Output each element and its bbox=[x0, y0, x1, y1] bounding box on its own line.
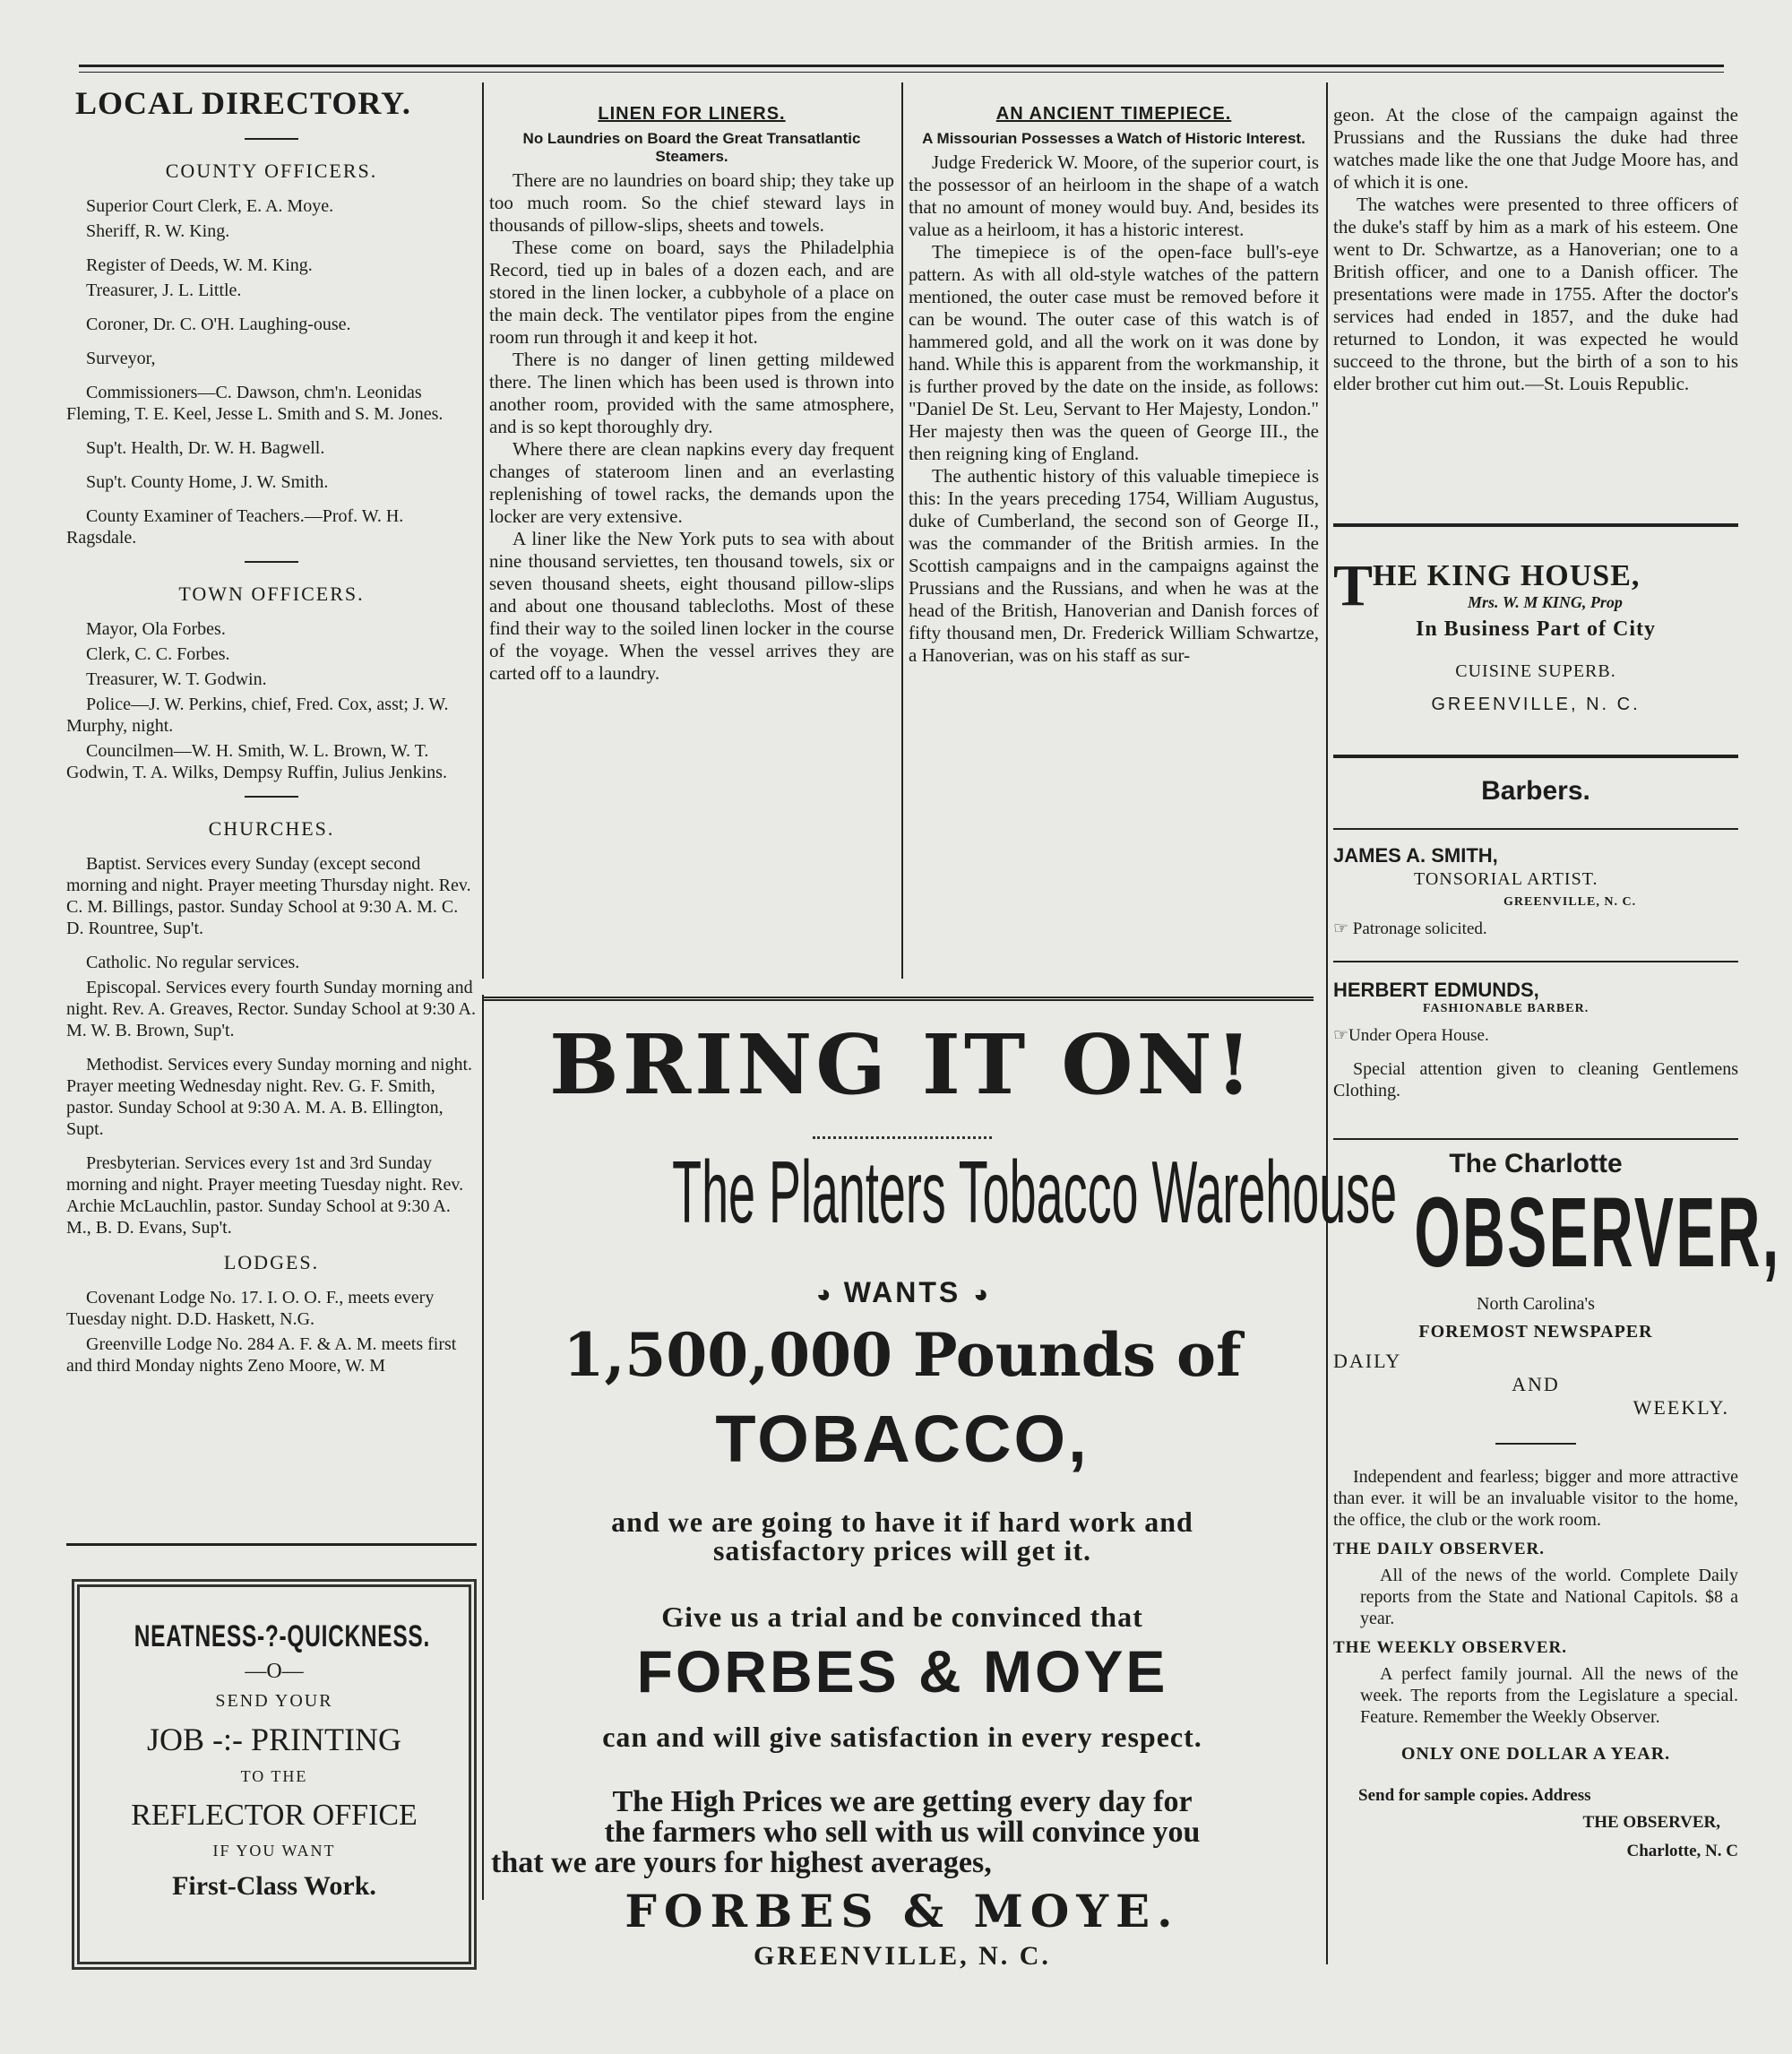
directory-entry: Sup't. County Home, J. W. Smith. bbox=[86, 472, 329, 492]
town-officers-heading: TOWN OFFICERS. bbox=[178, 583, 365, 605]
ad-send-your: SEND YOUR bbox=[215, 1691, 333, 1711]
pointing-hand-icon: ☞ bbox=[1333, 1026, 1349, 1045]
column-divider bbox=[901, 82, 903, 979]
title-rest: HE KING HOUSE, bbox=[1373, 559, 1641, 592]
wavy-divider bbox=[484, 1127, 1321, 1144]
article-subtitle: A Missourian Possesses a Watch of Historic Interest. bbox=[922, 130, 1305, 147]
article-paragraph: Judge Frederick W. Moore, of the superior court, is the possessor of an heirloom in the shape of a watch that no amount of money would buy. And, besides its value as a heirloom, it has a historic interest. bbox=[909, 151, 1319, 240]
title-initial: T bbox=[1333, 553, 1374, 618]
article-paragraph: There is no danger of linen getting mildewed there. The linen which has been used is thrown into another room, provided with the same atmosphere, and is so kept thoroughly dry. bbox=[489, 349, 894, 437]
directory-entry: Surveyor, bbox=[86, 349, 156, 368]
directory-entry: Greenville Lodge No. 284 A. F. & A. M. meets first and third Monday nights Zeno Moore, W. M bbox=[66, 1334, 457, 1376]
article-subtitle: No Laundries on Board the Great Transatlantic Steamers. bbox=[522, 130, 861, 165]
directory-entry: Register of Deeds, W. M. King. bbox=[86, 255, 313, 275]
ad-high3: that we are yours for highest averages, bbox=[491, 1846, 992, 1879]
directory-entry: Sheriff, R. W. King. bbox=[86, 221, 230, 241]
ad-if-you-want: IF YOU WANT bbox=[212, 1842, 336, 1860]
king-house-city: GREENVILLE, N. C. bbox=[1431, 695, 1641, 714]
directory-entry: Sup't. Health, Dr. W. H. Bagwell. bbox=[86, 438, 325, 458]
ad-neatness: NEATNESS-?-QUICKNESS. bbox=[134, 1619, 430, 1653]
directory-entry: Methodist. Services every Sunday morning and night. Prayer meeting Wednesday night. Rev. G. F. Smith, pastor. Sunday School at 9:30 A. M. A. B. Ellington, Supt. bbox=[66, 1055, 473, 1139]
ad-wants: WANTS bbox=[843, 1276, 961, 1308]
article-title: LINEN FOR LINERS. bbox=[598, 104, 786, 124]
divider bbox=[1333, 961, 1738, 962]
observer-daily-text: All of the news of the world. Complete Daily reports from the State and National Capitols. $8 a year. bbox=[1360, 1566, 1738, 1628]
ad-firm: FORBES & MOYE bbox=[636, 1638, 1168, 1704]
observer-daily: DAILY bbox=[1333, 1350, 1402, 1372]
article-linen bbox=[489, 104, 894, 685]
article-paragraph: Where there are clean napkins every day frequent changes of stateroom linen and an everlasting replenishing of towel racks, the demands upon the locker are very extensive. bbox=[489, 438, 894, 527]
directory-entry: Baptist. Services every Sunday (except second morning and night. Prayer meeting Thursday night. Rev. C. M. Billings, pastor. Sunday School at 9:30 A. M. C. D. Rountree, Sup't. bbox=[66, 854, 471, 938]
divider bbox=[245, 561, 298, 563]
directory-entry: Coroner, Dr. C. O'H. Laughing-ouse. bbox=[86, 315, 351, 334]
article-paragraph: A liner like the New York puts to sea with about nine thousand serviettes, ten thousand towels, six or seven thousand sheets, eight thousand pillow-slips and about one thousand tablecloths. Most of these find their way to the soiled linen locker in the course of the voyage. When the vessel arrives they are carted off to a laundry. bbox=[489, 528, 894, 684]
ad-place: GREENVILLE, N. C. bbox=[754, 1941, 1051, 1971]
directory-entry: Police—J. W. Perkins, chief, Fred. Cox, asst; J. W. Murphy, night. bbox=[66, 695, 449, 736]
right-column bbox=[1333, 104, 1738, 395]
article-continued: geon. At the close of the campaign against the Prussians and the Russians the duke had three watches made like the one that Judge Moore has, and of which it is one. bbox=[1333, 104, 1738, 193]
county-officers-heading: COUNTY OFFICERS. bbox=[165, 160, 378, 182]
barber-edmunds-title: FASHIONABLE BARBER. bbox=[1423, 1002, 1590, 1015]
ad-line2: satisfactory prices will get it. bbox=[712, 1534, 1092, 1566]
observer-daily-head: THE DAILY OBSERVER. bbox=[1333, 1540, 1546, 1558]
ad-bring-it-on: BRING IT ON! bbox=[548, 1016, 1256, 1113]
directory-entry: Clerk, C. C. Forbes. bbox=[86, 644, 230, 664]
local-directory bbox=[66, 79, 477, 1389]
directory-entry: Episcopal. Services every fourth Sunday morning and night. Rev. A. Greaves, Rector. Sunday School at 9:30 A. M. W. B. Brown, Sup't. bbox=[66, 978, 476, 1040]
directory-title: LOCAL DIRECTORY. bbox=[75, 85, 411, 121]
ad-job-printing: JOB -:- PRINTING bbox=[147, 1722, 401, 1757]
observer-name: OBSERVER, bbox=[1414, 1178, 1781, 1288]
directory-entry: Commissioners—C. Dawson, chm'n. Leonidas Fleming, T. E. Keel, Jesse L. Smith and S. M. Jones. bbox=[66, 383, 444, 424]
barber-smith-name: JAMES A. SMITH, bbox=[1333, 844, 1498, 867]
ad-tobacco: TOBACCO, bbox=[715, 1402, 1090, 1476]
observer-the: The Charlotte bbox=[1449, 1149, 1623, 1178]
ad-sign: FORBES & MOYE. bbox=[625, 1885, 1180, 1937]
ad-wants-line bbox=[484, 1276, 1321, 1309]
king-house-ad bbox=[1333, 553, 1738, 715]
column-divider bbox=[482, 82, 484, 979]
article-paragraph: There are no laundries on board ship; they take up too much room. So the chief steward lays in thousands of pillow-slips, sheets and towels. bbox=[489, 169, 894, 236]
column-divider bbox=[1326, 82, 1328, 1964]
observer-price: ONLY ONE DOLLAR A YEAR. bbox=[1400, 1744, 1671, 1764]
lodges-heading: LODGES. bbox=[223, 1251, 320, 1273]
barber-edmunds-loc-line bbox=[1333, 1025, 1738, 1046]
barbers-section bbox=[1333, 776, 1738, 1110]
king-house-location: In Business Part of City bbox=[1415, 617, 1657, 641]
pointing-hand-icon: ☞ bbox=[1333, 919, 1349, 938]
article-paragraph: The authentic history of this valuable timepiece is this: In the years preceding 1754, William Augustus, duke of Cumberland, the second son of George II., was the commander of the British armies. In the Scottish campaigns and in the campaigns against the Prussians and the Russians, and when he was at the head of the British, Hanoverian and Danish forces of fifty thousand men, Dr. Frederick William Schwartze, a Hanoverian, was on his staff as sur- bbox=[909, 465, 1319, 666]
observer-intro: Independent and fearless; bigger and more attractive than ever. it will be an invaluable visitor to the home, the office, the club or the work room. bbox=[1333, 1467, 1738, 1530]
king-house-prop: Mrs. W. M KING, Prop bbox=[1468, 593, 1623, 611]
directory-entry: Treasurer, J. L. Little. bbox=[86, 280, 242, 300]
directory-entry: Mayor, Ola Forbes. bbox=[86, 619, 226, 639]
barber-edmunds-loc: Under Opera House. bbox=[1348, 1026, 1489, 1045]
top-rule bbox=[79, 65, 1724, 67]
directory-entry: Councilmen—W. H. Smith, W. L. Brown, W. T. Godwin, T. A. Wilks, Dempsy Ruffin, Julius Jenkins. bbox=[66, 741, 447, 782]
bowl-icon: ◕ bbox=[815, 1281, 831, 1308]
barber-edmunds-note: Special attention given to cleaning Gentlemens Clothing. bbox=[1333, 1059, 1738, 1100]
article-continued: The watches were presented to three officers of the duke's staff by him as a mark of his esteem. One went to Dr. Schwartze, as a Hanoverian; one to a British officer, and one to a Danish officer. The presentations were made in 1755. After the doctor's services had ended in 1857, and the duke had returned to London, it was expected he would succeed to the throne, but the birth of a son to his elder brother cut him out.—St. Louis Republic. bbox=[1333, 194, 1738, 394]
observer-nc: North Carolina's bbox=[1477, 1294, 1595, 1314]
divider bbox=[245, 796, 298, 798]
barber-smith-note: Patronage solicited. bbox=[1352, 919, 1487, 938]
ad-high1: The High Prices we are getting every day for bbox=[612, 1785, 1193, 1818]
ad-to-the: TO THE bbox=[240, 1767, 308, 1785]
directory-entry: Catholic. No regular services. bbox=[86, 953, 300, 972]
ad-high2: the farmers who sell with us will convince you bbox=[604, 1816, 1201, 1849]
divider bbox=[1495, 1443, 1576, 1445]
section-rule bbox=[66, 1543, 477, 1546]
article-timepiece bbox=[909, 104, 1319, 667]
churches-heading: CHURCHES. bbox=[208, 817, 335, 840]
observer-addr2: Charlotte, N. C bbox=[1626, 1842, 1738, 1860]
directory-entry: Presbyterian. Services every 1st and 3rd Sunday morning and night. Prayer meeting Tuesday night. Rev. Archie McLauchlin, pastor. Sunday School at 9:30 A. M., B. D. Evans, Sup't. bbox=[66, 1153, 464, 1238]
directory-entry: Treasurer, W. T. Godwin. bbox=[86, 669, 267, 689]
ad-pounds: 1,500,000 Pounds of bbox=[563, 1320, 1242, 1390]
observer-and: AND bbox=[1512, 1373, 1560, 1395]
observer-weekly-text: A perfect family journal. All the news of the week. The reports from the Legislature a special. Feature. Remember the Weekly Observer. bbox=[1360, 1664, 1738, 1727]
king-house-cuisine: CUISINE SUPERB. bbox=[1455, 661, 1616, 681]
section-rule bbox=[1333, 523, 1738, 527]
observer-send: Send for sample copies. Address bbox=[1358, 1786, 1591, 1805]
article-paragraph: The timepiece is of the open-face bull's-eye pattern. As with all old-style watches of the pattern mentioned, the outer case must be removed before it can be wound. The outer case of this watch is of hammered gold, and all the work on it was done by hand. While this is apparent from the workmanship, it is further proved by the date on the inside, as follows: "Daniel De St. Leu, Servant to Her Majesty, London." Her majesty then was the queen of George III., the then reigning king of England. bbox=[909, 241, 1319, 464]
ad-satisfaction: can and will give satisfaction in every respect. bbox=[602, 1721, 1202, 1753]
directory-entry: Superior Court Clerk, E. A. Moye. bbox=[86, 196, 334, 216]
job-printing-ad bbox=[72, 1579, 477, 1970]
observer-foremost: FOREMOST NEWSPAPER bbox=[1418, 1322, 1653, 1342]
barber-smith-title: TONSORIAL ARTIST. bbox=[1414, 869, 1598, 889]
divider bbox=[245, 138, 298, 140]
ad-line1: and we are going to have it if hard work and bbox=[611, 1506, 1193, 1538]
barbers-heading: Barbers. bbox=[1481, 776, 1590, 806]
section-rule bbox=[1333, 1138, 1738, 1140]
barber-edmunds-name: HERBERT EDMUNDS, bbox=[1333, 979, 1539, 1001]
article-title: AN ANCIENT TIMEPIECE. bbox=[995, 104, 1232, 124]
section-rule bbox=[1333, 755, 1738, 758]
observer-weekly-head: THE WEEKLY OBSERVER. bbox=[1333, 1638, 1567, 1657]
divider bbox=[1333, 828, 1738, 830]
observer-ad bbox=[1333, 1149, 1781, 1861]
ad-reflector-office: REFLECTOR OFFICE bbox=[131, 1799, 418, 1832]
ad-trial: Give us a trial and be convinced that bbox=[661, 1601, 1143, 1633]
observer-addr1: THE OBSERVER, bbox=[1582, 1813, 1720, 1832]
ad-first-class: First-Class Work. bbox=[172, 1871, 376, 1901]
bowl-icon: ◕ bbox=[973, 1281, 989, 1308]
top-rule-thin bbox=[79, 72, 1724, 73]
ad-separator: —O— bbox=[245, 1660, 304, 1683]
directory-entry: Covenant Lodge No. 17. I. O. O. F., meets every Tuesday night. D.D. Haskett, N.G. bbox=[66, 1288, 435, 1329]
article-paragraph: These come on board, says the Philadelphia Record, tied up in bales of a dozen each, and are stored in the linen locker, a cubbyhole of a place on the main deck. The ventilator pipes from the engine room run through it and keep it hot. bbox=[489, 237, 894, 348]
barber-smith-note-line bbox=[1333, 919, 1738, 939]
ad-warehouse: The Planters Tobacco Warehouse bbox=[672, 1143, 1398, 1241]
directory-entry: County Examiner of Teachers.—Prof. W. H. Ragsdale. bbox=[66, 506, 404, 548]
observer-weekly: WEEKLY. bbox=[1633, 1396, 1729, 1419]
ad-top-rule bbox=[484, 997, 1314, 1001]
barber-smith-city: GREENVILLE, N. C. bbox=[1503, 895, 1637, 909]
